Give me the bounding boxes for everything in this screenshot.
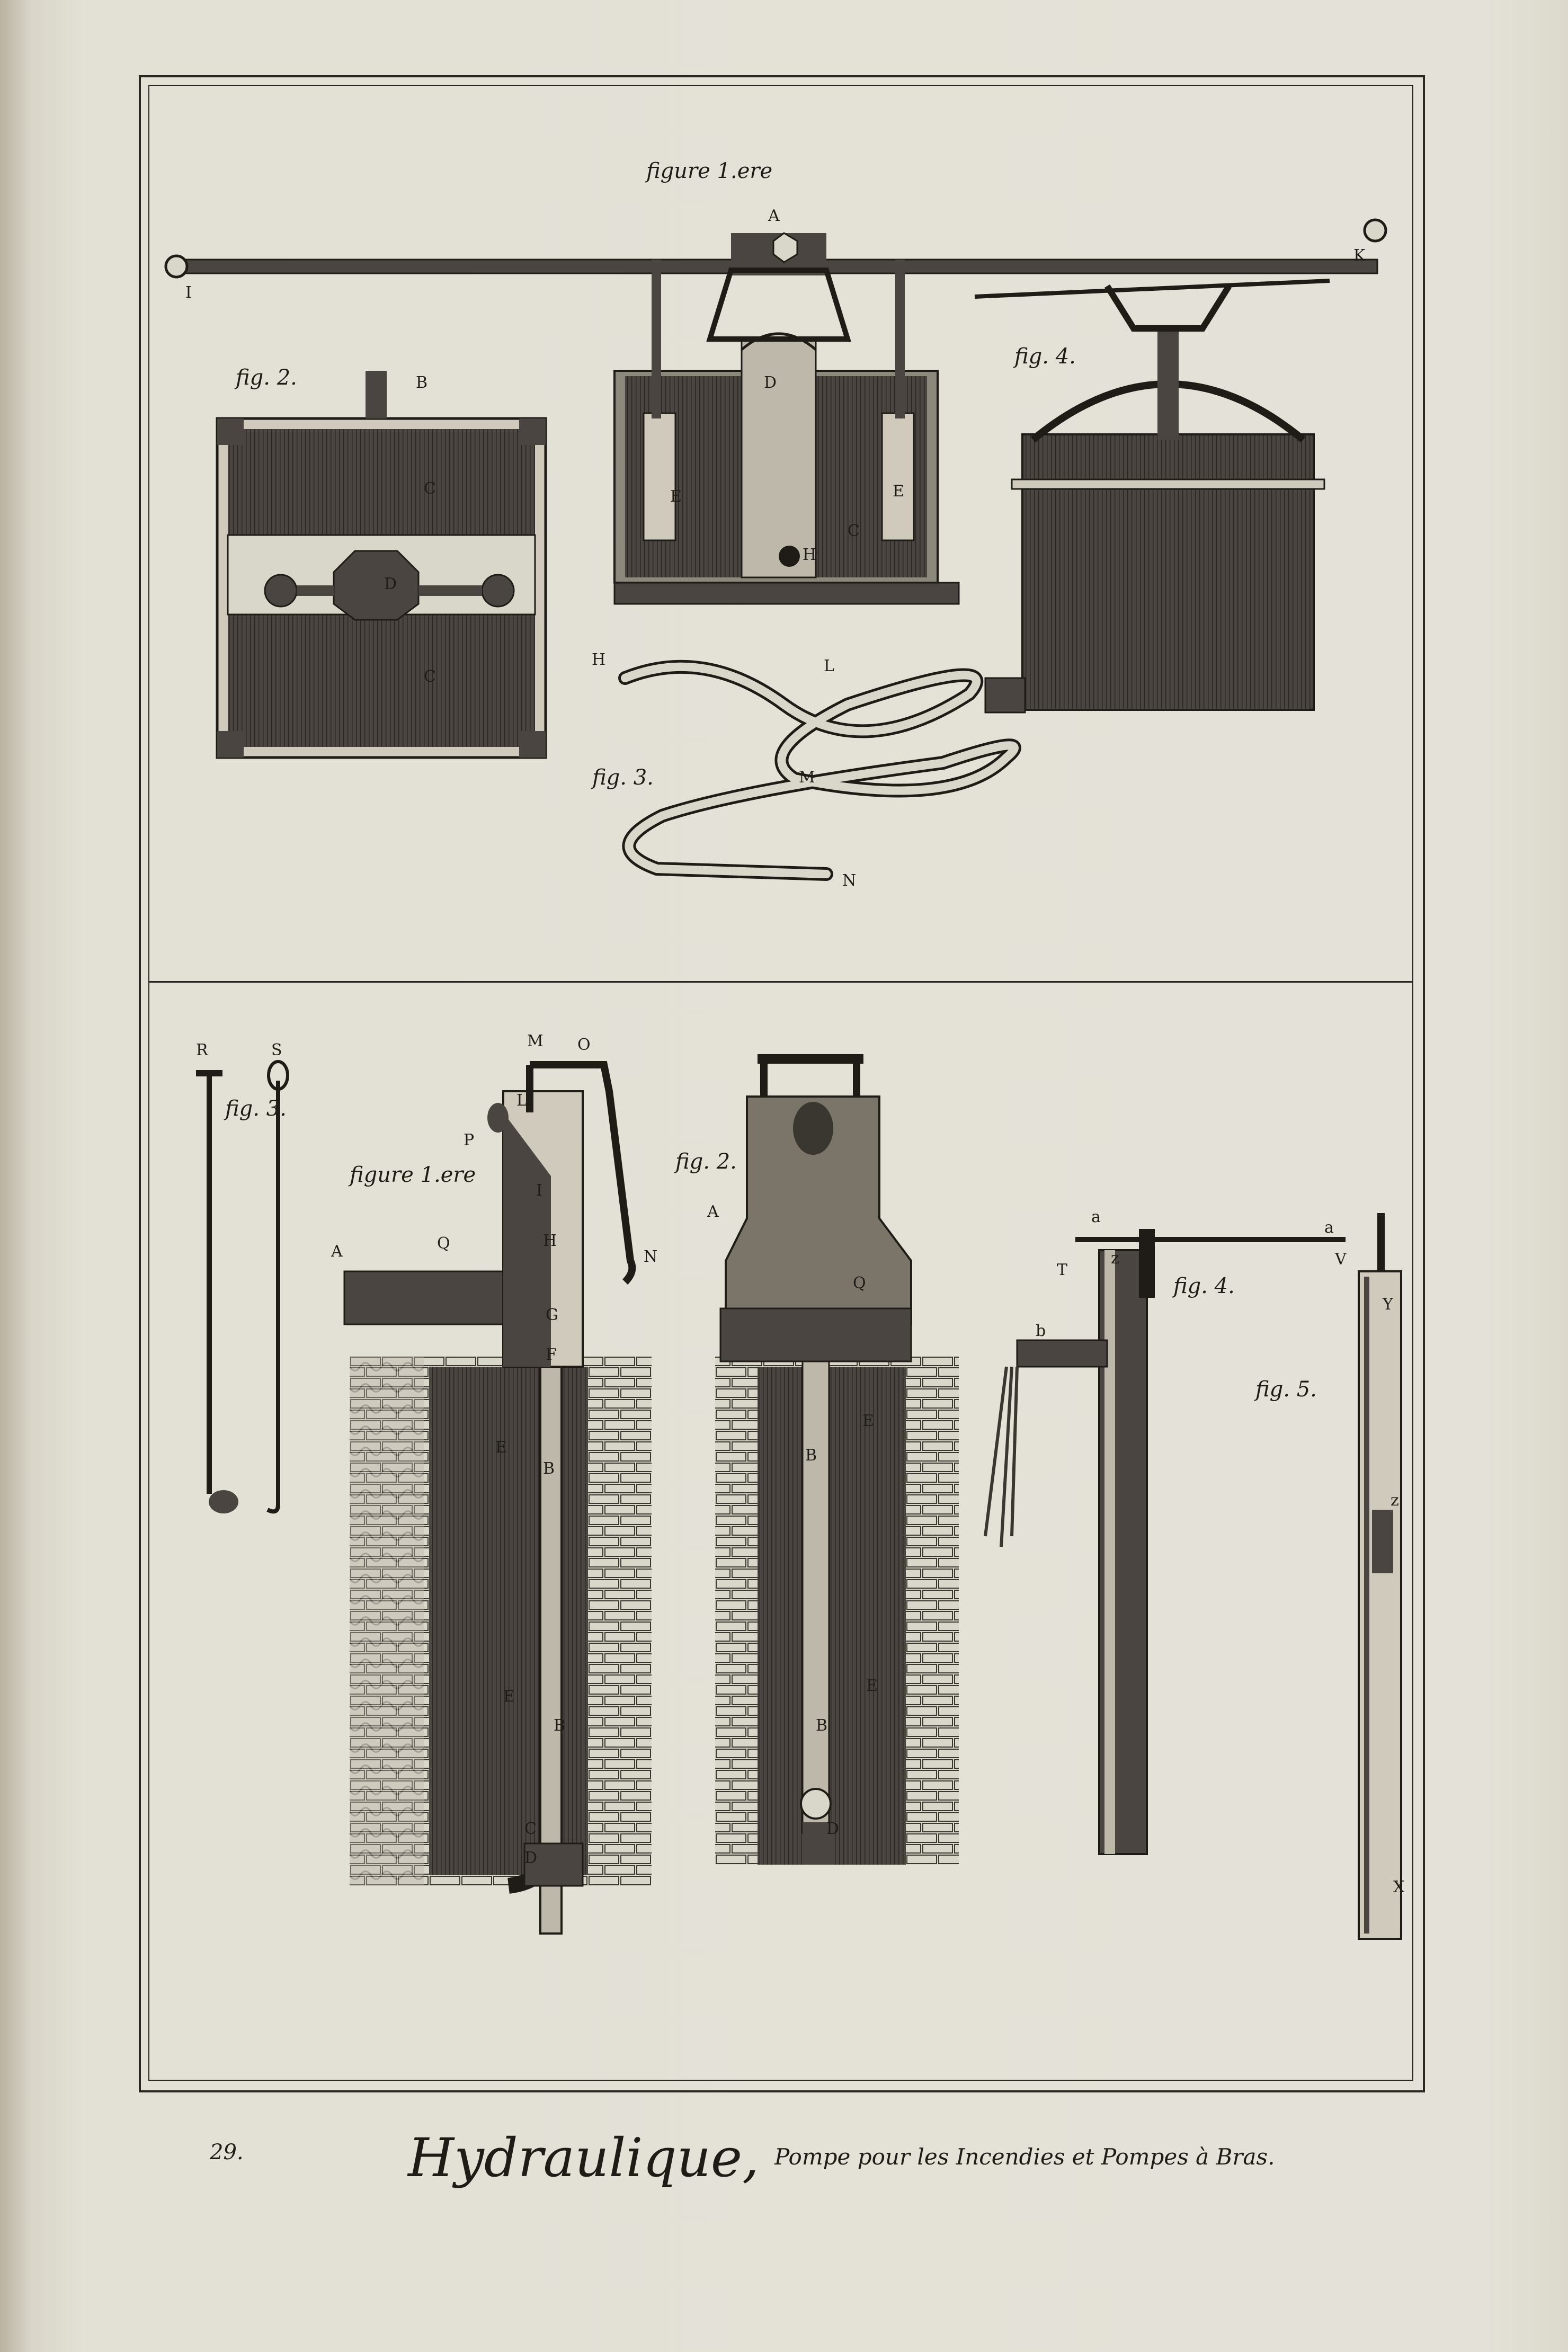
lower-label-A2: A bbox=[707, 1202, 719, 1221]
fig5-lower-caption: fig. 5. bbox=[1255, 1377, 1317, 1402]
upper-label-L: L bbox=[824, 657, 834, 675]
lower-label-O: O bbox=[577, 1036, 591, 1054]
upper-label-D1: D bbox=[764, 373, 777, 392]
lower-label-P: P bbox=[464, 1131, 475, 1150]
fig1-upper-caption: figure 1.ere bbox=[646, 159, 773, 183]
lower-label-B4: B bbox=[816, 1716, 828, 1735]
upper-label-C1: C bbox=[424, 479, 436, 498]
upper-label-H1: H bbox=[803, 546, 817, 564]
plate-number: 29. bbox=[210, 2140, 244, 2164]
fig4-upper-caption: fig. 4. bbox=[1014, 344, 1076, 369]
upper-label-N: N bbox=[842, 871, 857, 890]
upper-label-C2: C bbox=[424, 667, 436, 686]
lower-label-D1: D bbox=[524, 1849, 538, 1867]
tube-pump bbox=[1359, 1213, 1401, 1939]
lower-label-S: S bbox=[271, 1041, 282, 1059]
lower-label-b: b bbox=[1036, 1322, 1046, 1340]
upper-label-E-left: E bbox=[670, 487, 682, 506]
lower-label-I: I bbox=[536, 1181, 542, 1200]
lower-label-Q2: Q bbox=[853, 1274, 866, 1293]
fig3-lower-caption: fig. 3. bbox=[225, 1097, 287, 1121]
lower-label-V: V bbox=[1335, 1250, 1347, 1269]
lower-label-E4: E bbox=[866, 1677, 878, 1695]
plate-subtitle: Pompe pour les Incendies et Pompes à Bras. bbox=[774, 2144, 1275, 2170]
lower-label-a2: a bbox=[1324, 1218, 1334, 1237]
lower-label-E3: E bbox=[862, 1412, 874, 1430]
lower-label-A1: A bbox=[331, 1242, 343, 1261]
upper-label-A: A bbox=[768, 207, 780, 225]
lower-label-F: F bbox=[546, 1346, 557, 1364]
upper-label-I: I bbox=[185, 283, 192, 302]
upper-label-E-right: E bbox=[893, 482, 904, 501]
lower-label-Z1: z bbox=[1111, 1249, 1119, 1268]
lower-label-E2: E bbox=[503, 1687, 515, 1706]
fig1-lower-caption: figure 1.ere bbox=[350, 1163, 476, 1187]
lower-label-B2: B bbox=[554, 1716, 566, 1735]
lower-label-T: T bbox=[1057, 1261, 1068, 1279]
arm-pump-section bbox=[344, 1065, 652, 1934]
lower-label-Y: Y bbox=[1383, 1295, 1393, 1314]
lower-label-B3: B bbox=[805, 1446, 817, 1465]
lower-label-D2: D bbox=[826, 1820, 840, 1838]
lower-label-E1: E bbox=[495, 1438, 507, 1457]
fig2-lower-caption: fig. 2. bbox=[675, 1150, 737, 1174]
lower-label-H: H bbox=[543, 1232, 557, 1250]
fig2-upper-caption: fig. 2. bbox=[236, 366, 297, 390]
fire-hose bbox=[625, 667, 1014, 874]
lower-label-R: R bbox=[196, 1041, 208, 1059]
lower-label-M: M bbox=[527, 1032, 544, 1050]
lower-label-Z2: z bbox=[1391, 1491, 1399, 1510]
pump-valve-box bbox=[217, 371, 546, 758]
lower-label-a1: a bbox=[1091, 1208, 1101, 1226]
lower-label-X: X bbox=[1393, 1878, 1405, 1896]
fire-pump-body bbox=[614, 260, 959, 604]
upper-label-H3: H bbox=[592, 651, 606, 669]
lower-label-B1: B bbox=[543, 1459, 555, 1478]
upper-label-M: M bbox=[799, 768, 815, 787]
lower-label-N: N bbox=[644, 1248, 658, 1266]
arm-pump-front bbox=[715, 1054, 959, 1865]
lower-label-Q1: Q bbox=[437, 1234, 450, 1253]
lower-label-G: G bbox=[546, 1306, 558, 1324]
upper-label-C3: C bbox=[848, 522, 860, 540]
plate-title: Hydraulique, bbox=[408, 2127, 759, 2189]
lower-label-C: C bbox=[524, 1820, 537, 1838]
pump-tools bbox=[196, 1062, 288, 1513]
upper-label-K: K bbox=[1353, 246, 1366, 265]
upper-label-D2: D bbox=[384, 575, 397, 593]
fig4-lower-caption: fig. 4. bbox=[1173, 1274, 1235, 1298]
lower-label-L: L bbox=[516, 1091, 527, 1110]
upper-label-B: B bbox=[416, 373, 428, 392]
fig3-upper-caption: fig. 3. bbox=[592, 765, 654, 790]
